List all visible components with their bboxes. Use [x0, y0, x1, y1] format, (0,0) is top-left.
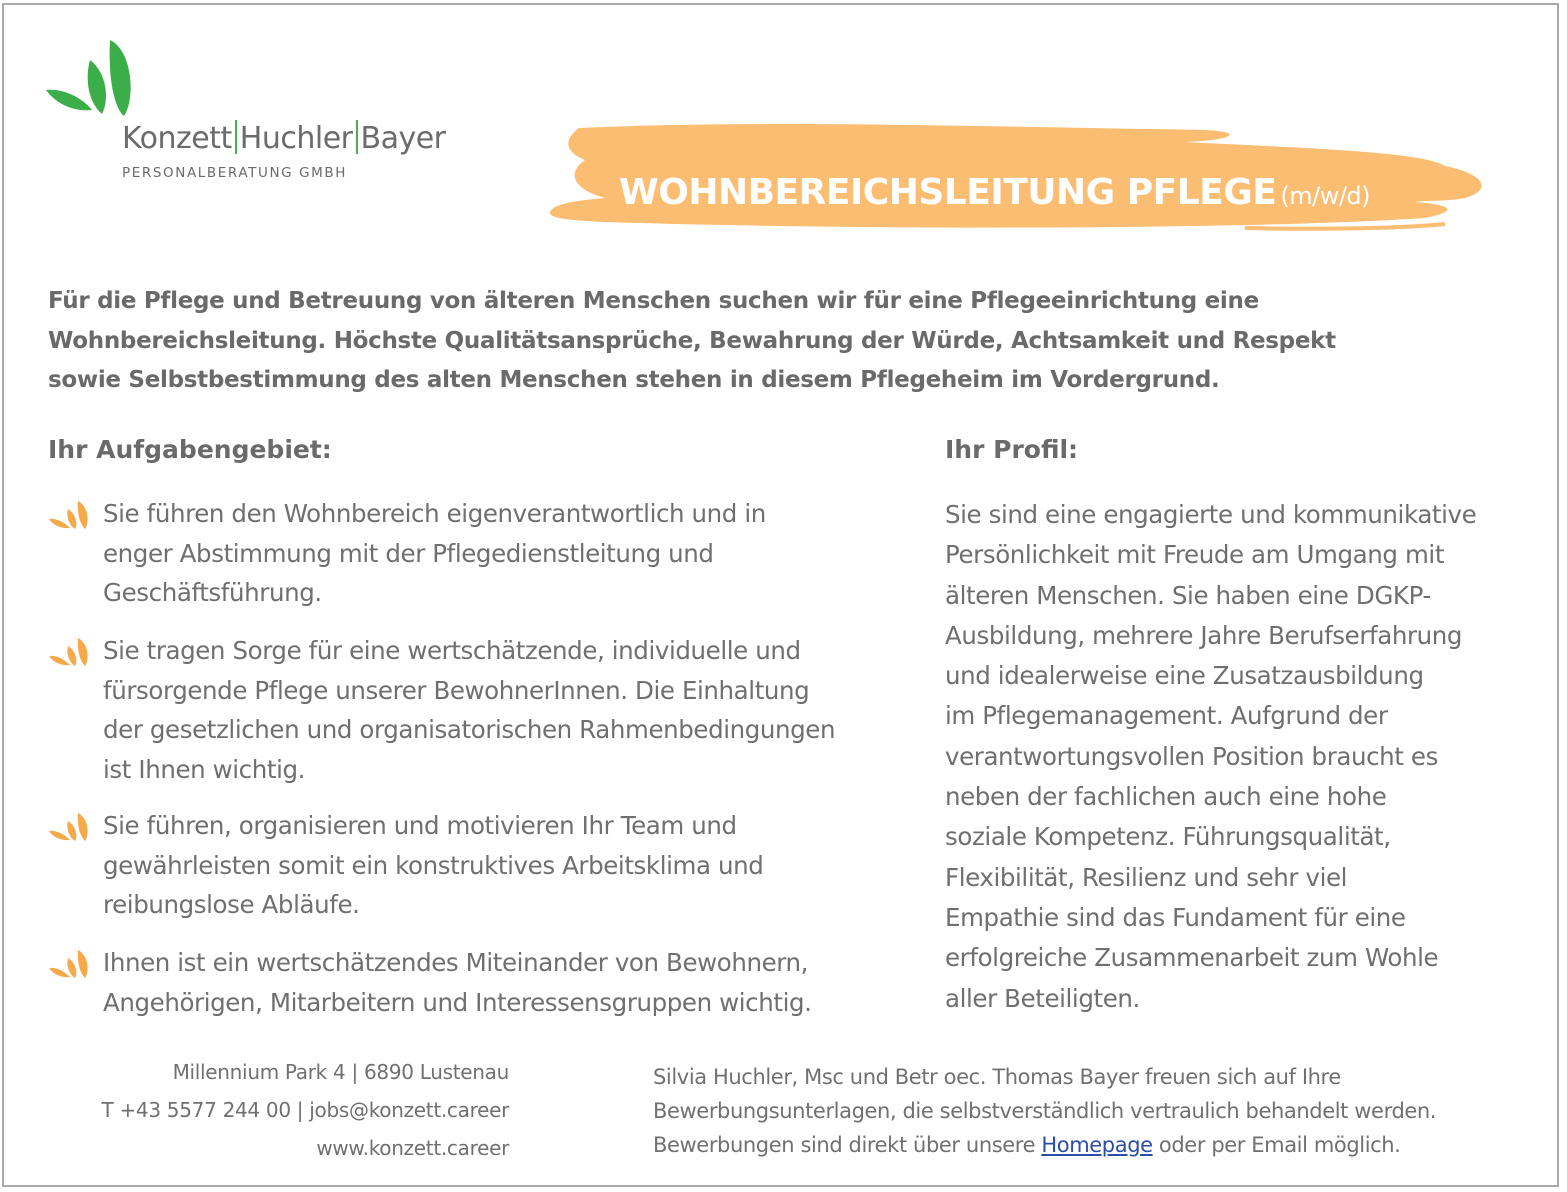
address-website[interactable]: www.konzett.career	[316, 1136, 509, 1160]
orange-leaf-bullet-icon	[48, 500, 90, 530]
task-item: Sie tragen Sorge für eine wertschätzende, individuelle und fürsorgende Pflege unserer BewohnerInnen. Die Einhaltung der gesetzlichen und organisatorischen Rahmenbedingungen ist Ihnen wichtig.	[48, 631, 908, 789]
orange-leaf-bullet-icon	[48, 949, 90, 979]
task-item: Sie führen, organisieren und motivieren Ihr Team und gewährleisten somit ein konstruktives Arbeitsklima und reibungslose Abläufe.	[48, 806, 908, 925]
gender-suffix: (m/w/d)	[1280, 182, 1370, 210]
application-contact: Silvia Huchler, Msc und Betr oec. Thomas Bayer freuen sich auf Ihre Bewerbungsunterlagen, die selbstverständlich vertraulich behandelt werden. Bewerbungen sind direkt über unsere Homepage oder per Email möglich.	[653, 1065, 1437, 1157]
task-item: Sie führen den Wohnbereich eigenverantwortlich und in enger Abstimmung mit der Pflegedienstleitung und Geschäftsführung.	[48, 494, 908, 613]
leaf-logo-icon	[44, 38, 136, 118]
company-address	[101, 1053, 509, 1167]
orange-leaf-bullet-icon	[48, 812, 90, 842]
profile-heading: Ihr Profil:	[945, 435, 1079, 464]
address-street: Millennium Park 4 | 6890 Lustenau	[172, 1060, 509, 1084]
task-item: Ihnen ist ein wertschätzendes Miteinander von Bewohnern, Angehörigen, Mitarbeitern und Interessensgruppen wichtig.	[48, 943, 908, 1022]
homepage-link[interactable]: Homepage	[1041, 1133, 1153, 1157]
company-subtitle: PERSONALBERATUNG GMBH	[122, 165, 348, 181]
tasks-heading: Ihr Aufgabengebiet:	[48, 435, 332, 464]
orange-leaf-bullet-icon	[48, 637, 90, 667]
address-phone-email[interactable]: T +43 5577 244 00 | jobs@konzett.career	[101, 1098, 509, 1122]
job-title: WOHNBEREICHSLEITUNG PFLEGE (m/w/d)	[619, 172, 1370, 213]
profile-text: Sie sind eine engagierte und kommunikative Persönlichkeit mit Freude am Umgang mit älteren Menschen. Sie haben eine DGKP- Ausbildung, mehrere Jahre Berufserfahrung und idealerweise eine Zusatzausbildung im Pflegemanagement. Aufgrund der verantwortungsvollen Position braucht es neben der fachlichen auch eine hohe soziale Kompetenz. Führungsqualität, Flexibilität, Resilienz und sehr viel Empathie sind das Fundament für eine erfolgreiche Zusammenarbeit zum Wohle aller Beteiligten.	[945, 500, 1477, 1013]
intro-paragraph: Für die Pflege und Betreuung von älteren Menschen suchen wir für eine Pflegeeinrichtung eine Wohnbereichsleitung. Höchste Qualitätsansprüche, Bewahrung der Würde, Achtsamkeit und Respekt sowie Selbstbestimmung des alten Menschen stehen in diesem Pflegeheim im Vordergrund.	[48, 288, 1336, 393]
company-name: Konzett Huchler Bayer	[122, 121, 446, 156]
